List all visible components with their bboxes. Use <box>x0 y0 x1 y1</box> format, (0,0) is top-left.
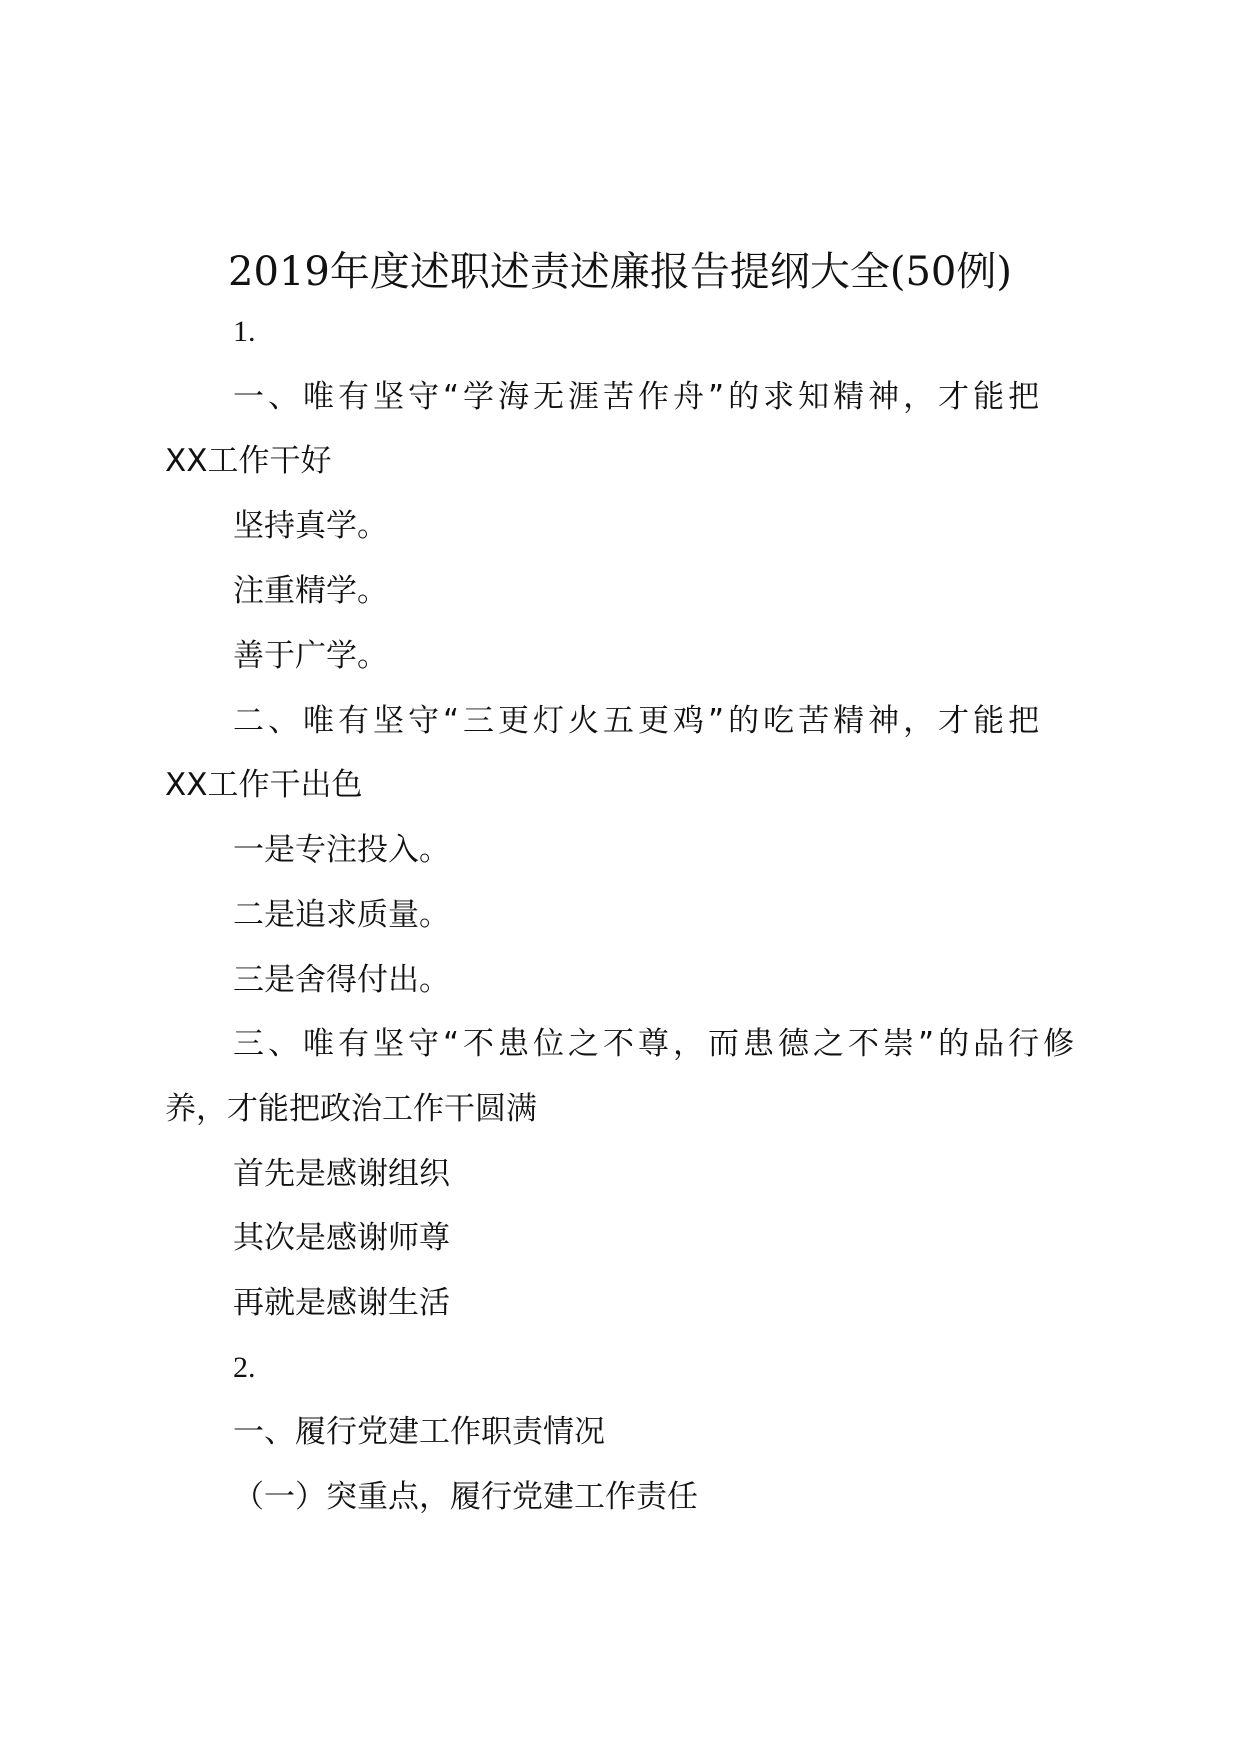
list-item: 善于广学。 <box>233 638 388 674</box>
heading-1: 一、唯有坚守“学海无涯苦作舟”的求知精神，才能把 <box>233 379 1044 415</box>
list-item: 二是追求质量。 <box>233 897 450 933</box>
list-item: 三是舍得付出。 <box>233 962 450 998</box>
subheading: （一）突重点，履行党建工作责任 <box>233 1479 698 1515</box>
list-item: 一是专注投入。 <box>233 832 450 868</box>
list-item: 其次是感谢师尊 <box>233 1220 450 1256</box>
heading-1: 一、履行党建工作职责情况 <box>233 1414 605 1450</box>
heading-3: 三、唯有坚守“不患位之不尊，而患德之不崇”的品行修 <box>233 1026 1079 1062</box>
document-title: 2019年度述职述责述廉报告提纲大全(50例) <box>228 249 1012 295</box>
list-item: 坚持真学。 <box>233 508 388 544</box>
heading-2-continuation: XX工作干出色 <box>165 767 363 803</box>
list-item: 注重精学。 <box>233 573 388 609</box>
list-item: 首先是感谢组织 <box>233 1156 450 1192</box>
section-number: 1. <box>233 315 256 348</box>
heading-2: 二、唯有坚守“三更灯火五更鸡”的吃苦精神，才能把 <box>233 703 1044 739</box>
section-number: 2. <box>233 1351 256 1384</box>
heading-1-continuation: XX工作干好 <box>165 443 332 479</box>
list-item: 再就是感谢生活 <box>233 1285 450 1321</box>
heading-3-continuation: 养，才能把政治工作干圆满 <box>165 1091 537 1127</box>
